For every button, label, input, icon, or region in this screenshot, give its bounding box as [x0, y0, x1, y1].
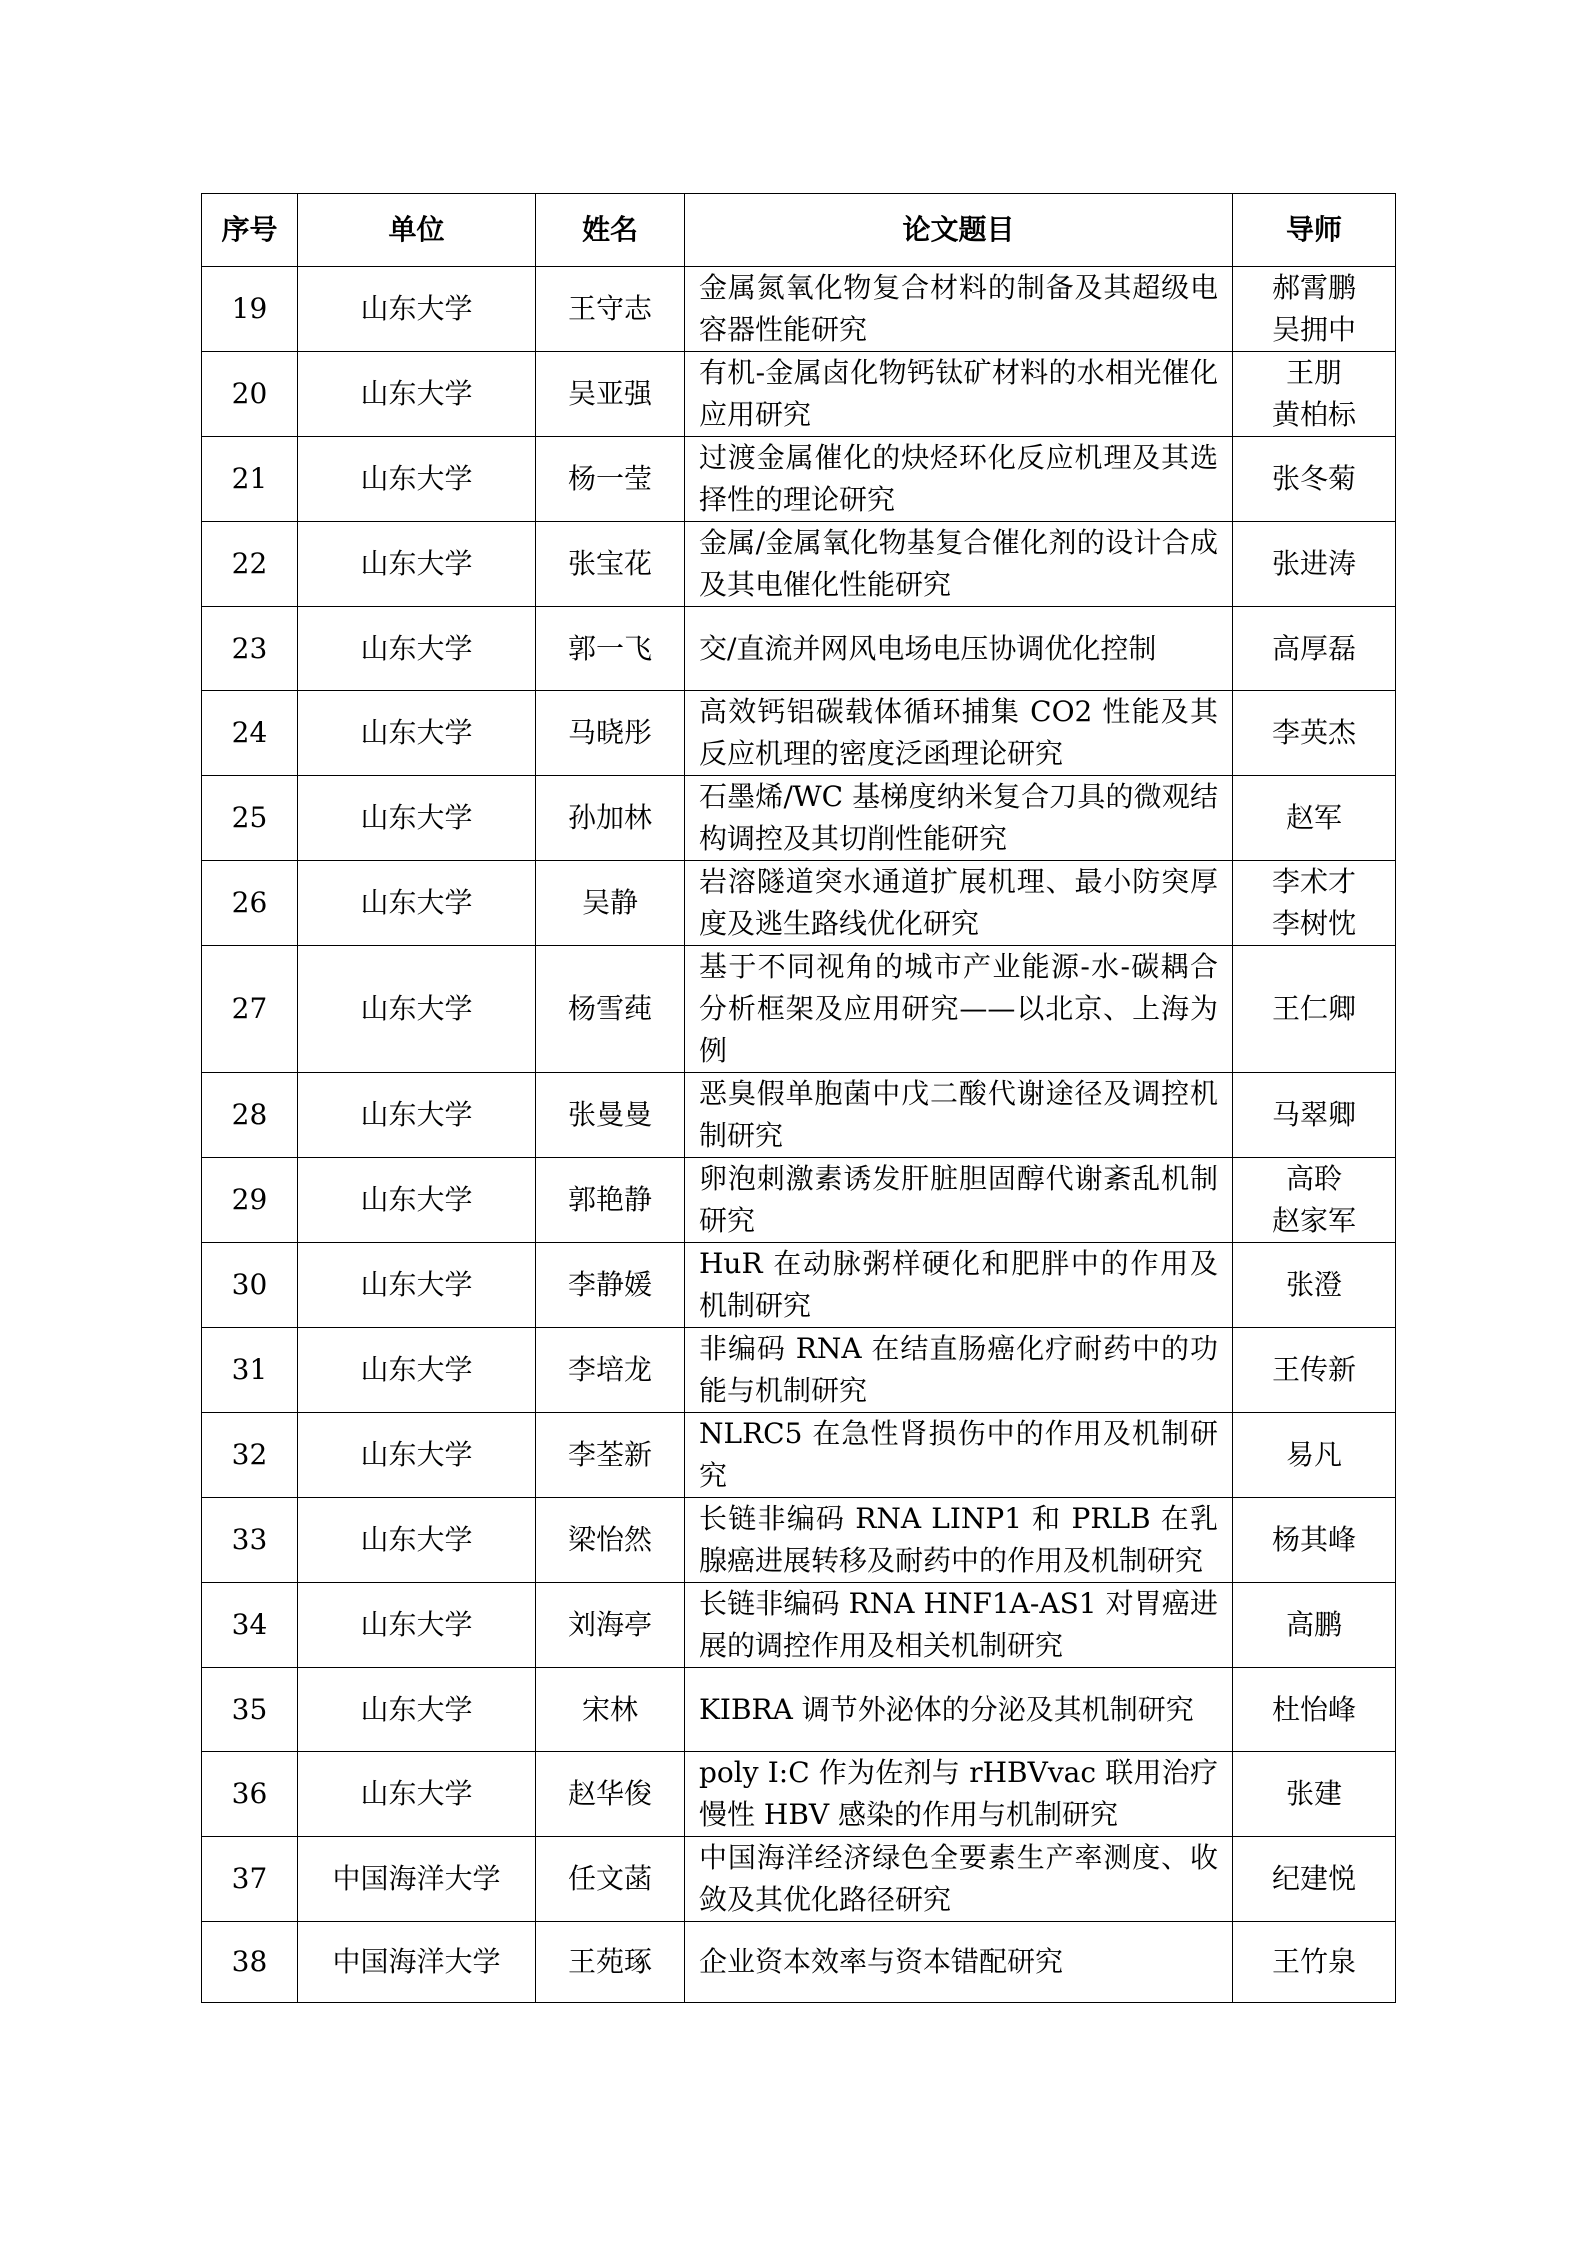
advisor-name: 赵家军 — [1271, 1204, 1356, 1237]
table-row — [202, 1752, 1396, 1837]
cell-name: 吴静 — [536, 861, 685, 946]
cell-advisor — [1233, 1243, 1396, 1328]
cell-seq: 31 — [202, 1328, 298, 1413]
table-row — [202, 1158, 1396, 1243]
cell-title: 金属/金属氧化物基复合催化剂的设计合成及其电催化性能研究 — [685, 522, 1233, 607]
cell-advisor — [1233, 1498, 1396, 1583]
header-seq: 序号 — [202, 194, 298, 267]
cell-unit: 中国海洋大学 — [298, 1837, 536, 1922]
cell-seq: 29 — [202, 1158, 298, 1243]
cell-seq: 33 — [202, 1498, 298, 1583]
cell-name: 吴亚强 — [536, 352, 685, 437]
cell-title: 岩溶隧道突水通道扩展机理、最小防突厚度及逃生路线优化研究 — [685, 861, 1233, 946]
advisor-name: 王竹泉 — [1271, 1945, 1356, 1978]
table-row — [202, 1583, 1396, 1668]
cell-advisor — [1233, 1328, 1396, 1413]
table-row — [202, 352, 1396, 437]
thesis-table — [201, 193, 1396, 2003]
cell-name: 赵华俊 — [536, 1752, 685, 1837]
cell-name: 郭一飞 — [536, 607, 685, 691]
advisor-name: 王朋 — [1285, 356, 1342, 389]
cell-seq: 20 — [202, 352, 298, 437]
cell-unit: 山东大学 — [298, 607, 536, 691]
cell-name: 刘海亭 — [536, 1583, 685, 1668]
cell-advisor — [1233, 1583, 1396, 1668]
cell-unit: 山东大学 — [298, 1158, 536, 1243]
table-row — [202, 1073, 1396, 1158]
cell-seq: 36 — [202, 1752, 298, 1837]
cell-name: 李荃新 — [536, 1413, 685, 1498]
cell-seq: 24 — [202, 691, 298, 776]
advisor-name: 张建 — [1285, 1777, 1342, 1810]
cell-seq: 26 — [202, 861, 298, 946]
advisor-name: 高聆 — [1285, 1162, 1342, 1195]
table-row — [202, 1243, 1396, 1328]
cell-unit: 山东大学 — [298, 1243, 536, 1328]
cell-unit: 山东大学 — [298, 1413, 536, 1498]
cell-title: 卵泡刺激素诱发肝脏胆固醇代谢紊乱机制研究 — [685, 1158, 1233, 1243]
cell-title: 恶臭假单胞菌中戊二酸代谢途径及调控机制研究 — [685, 1073, 1233, 1158]
advisor-name: 黄柏标 — [1271, 398, 1356, 431]
cell-title: 有机-金属卤化物钙钛矿材料的水相光催化应用研究 — [685, 352, 1233, 437]
cell-title: 交/直流并网风电场电压协调优化控制 — [685, 607, 1233, 691]
cell-name: 任文菡 — [536, 1837, 685, 1922]
table-row — [202, 861, 1396, 946]
cell-seq: 25 — [202, 776, 298, 861]
cell-title: 基于不同视角的城市产业能源-水-碳耦合分析框架及应用研究——以北京、上海为例 — [685, 946, 1233, 1073]
cell-advisor — [1233, 267, 1396, 352]
cell-title: NLRC5 在急性肾损伤中的作用及机制研究 — [685, 1413, 1233, 1498]
advisor-name: 李术才 — [1271, 865, 1356, 898]
cell-advisor — [1233, 1922, 1396, 2003]
cell-title: 高效钙铝碳载体循环捕集 CO2 性能及其反应机理的密度泛函理论研究 — [685, 691, 1233, 776]
cell-unit: 山东大学 — [298, 267, 536, 352]
advisor-name: 赵军 — [1285, 801, 1342, 834]
table-row — [202, 1413, 1396, 1498]
header-title: 论文题目 — [685, 194, 1233, 267]
header-advisor: 导师 — [1233, 194, 1396, 267]
cell-name: 杨雪莼 — [536, 946, 685, 1073]
advisor-name: 李英杰 — [1271, 716, 1356, 749]
cell-name: 杨一莹 — [536, 437, 685, 522]
advisor-name: 马翠卿 — [1271, 1098, 1356, 1131]
table-row — [202, 607, 1396, 691]
advisor-name: 李树忱 — [1271, 907, 1356, 940]
cell-seq: 30 — [202, 1243, 298, 1328]
cell-advisor — [1233, 352, 1396, 437]
cell-title: 企业资本效率与资本错配研究 — [685, 1922, 1233, 2003]
cell-unit: 山东大学 — [298, 861, 536, 946]
table-row — [202, 437, 1396, 522]
cell-seq: 28 — [202, 1073, 298, 1158]
cell-unit: 山东大学 — [298, 1328, 536, 1413]
cell-seq: 23 — [202, 607, 298, 691]
cell-advisor — [1233, 607, 1396, 691]
header-name: 姓名 — [536, 194, 685, 267]
advisor-name: 张进涛 — [1271, 547, 1356, 580]
cell-title: HuR 在动脉粥样硬化和肥胖中的作用及机制研究 — [685, 1243, 1233, 1328]
cell-title: 过渡金属催化的炔烃环化反应机理及其选择性的理论研究 — [685, 437, 1233, 522]
cell-advisor — [1233, 946, 1396, 1073]
cell-unit: 山东大学 — [298, 1668, 536, 1752]
advisor-name: 纪建悦 — [1271, 1862, 1356, 1895]
cell-title: 长链非编码 RNA HNF1A-AS1 对胃癌进展的调控作用及相关机制研究 — [685, 1583, 1233, 1668]
table-row — [202, 267, 1396, 352]
advisor-name: 王传新 — [1271, 1353, 1356, 1386]
advisor-name: 高厚磊 — [1271, 631, 1356, 665]
advisor-name: 杨其峰 — [1271, 1523, 1356, 1556]
cell-advisor — [1233, 437, 1396, 522]
cell-unit: 山东大学 — [298, 691, 536, 776]
cell-seq: 34 — [202, 1583, 298, 1668]
cell-name: 张宝花 — [536, 522, 685, 607]
table-row — [202, 1837, 1396, 1922]
cell-title: KIBRA 调节外泌体的分泌及其机制研究 — [685, 1668, 1233, 1752]
cell-advisor — [1233, 1413, 1396, 1498]
cell-seq: 32 — [202, 1413, 298, 1498]
cell-unit: 山东大学 — [298, 946, 536, 1073]
cell-name: 梁怡然 — [536, 1498, 685, 1583]
cell-unit: 山东大学 — [298, 522, 536, 607]
advisor-name: 高鹏 — [1285, 1608, 1342, 1641]
cell-unit: 中国海洋大学 — [298, 1922, 536, 2003]
cell-name: 李培龙 — [536, 1328, 685, 1413]
cell-unit: 山东大学 — [298, 776, 536, 861]
cell-name: 孙加林 — [536, 776, 685, 861]
cell-title: poly I:C 作为佐剂与 rHBVvac 联用治疗慢性 HBV 感染的作用与机制研究 — [685, 1752, 1233, 1837]
table-header-row — [202, 194, 1396, 267]
cell-advisor — [1233, 1837, 1396, 1922]
cell-seq: 38 — [202, 1922, 298, 2003]
cell-name: 王苑琢 — [536, 1922, 685, 2003]
table-row — [202, 776, 1396, 861]
advisor-name: 吴拥中 — [1271, 313, 1356, 346]
cell-advisor — [1233, 861, 1396, 946]
advisor-name: 张冬菊 — [1271, 462, 1356, 495]
cell-seq: 19 — [202, 267, 298, 352]
cell-unit: 山东大学 — [298, 437, 536, 522]
table-row — [202, 522, 1396, 607]
cell-name: 张曼曼 — [536, 1073, 685, 1158]
cell-seq: 21 — [202, 437, 298, 522]
cell-unit: 山东大学 — [298, 1752, 536, 1837]
cell-unit: 山东大学 — [298, 1073, 536, 1158]
table-row — [202, 1668, 1396, 1752]
cell-seq: 37 — [202, 1837, 298, 1922]
cell-name: 李静媛 — [536, 1243, 685, 1328]
cell-advisor — [1233, 776, 1396, 861]
cell-name: 宋林 — [536, 1668, 685, 1752]
cell-seq: 35 — [202, 1668, 298, 1752]
cell-advisor — [1233, 691, 1396, 776]
cell-seq: 27 — [202, 946, 298, 1073]
cell-title: 长链非编码 RNA LINP1 和 PRLB 在乳腺癌进展转移及耐药中的作用及机制研究 — [685, 1498, 1233, 1583]
advisor-name: 易凡 — [1285, 1438, 1342, 1471]
advisor-name: 杜怡峰 — [1271, 1692, 1356, 1726]
table-row — [202, 1328, 1396, 1413]
cell-unit: 山东大学 — [298, 1498, 536, 1583]
table-row — [202, 1498, 1396, 1583]
cell-unit: 山东大学 — [298, 352, 536, 437]
cell-unit: 山东大学 — [298, 1583, 536, 1668]
table-row — [202, 1922, 1396, 2003]
cell-advisor — [1233, 1668, 1396, 1752]
cell-title: 石墨烯/WC 基梯度纳米复合刀具的微观结构调控及其切削性能研究 — [685, 776, 1233, 861]
cell-title: 金属氮氧化物复合材料的制备及其超级电容器性能研究 — [685, 267, 1233, 352]
table-row — [202, 946, 1396, 1073]
cell-seq: 22 — [202, 522, 298, 607]
cell-title: 非编码 RNA 在结直肠癌化疗耐药中的功能与机制研究 — [685, 1328, 1233, 1413]
cell-advisor — [1233, 1158, 1396, 1243]
cell-advisor — [1233, 1073, 1396, 1158]
header-unit: 单位 — [298, 194, 536, 267]
cell-title: 中国海洋经济绿色全要素生产率测度、收敛及其优化路径研究 — [685, 1837, 1233, 1922]
cell-name: 王守志 — [536, 267, 685, 352]
advisor-name: 郝霄鹏 — [1271, 271, 1356, 304]
table-row — [202, 691, 1396, 776]
advisor-name: 王仁卿 — [1271, 992, 1356, 1025]
cell-advisor — [1233, 522, 1396, 607]
cell-advisor — [1233, 1752, 1396, 1837]
advisor-name: 张澄 — [1285, 1268, 1342, 1301]
cell-name: 马晓彤 — [536, 691, 685, 776]
cell-name: 郭艳静 — [536, 1158, 685, 1243]
